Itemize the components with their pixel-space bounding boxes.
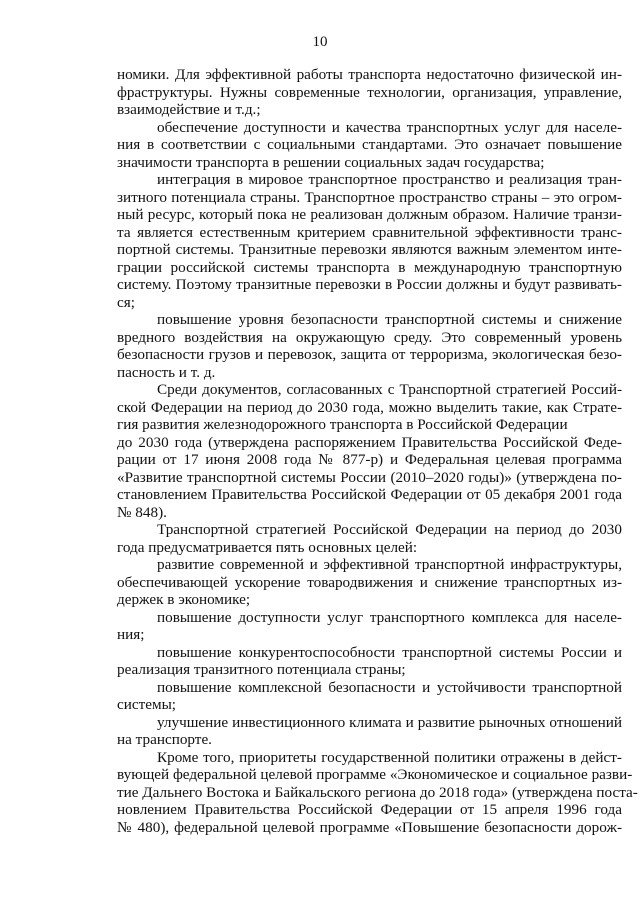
text-line: обеспечение доступности и качества транспортных услуг для населе- <box>157 118 622 136</box>
text-line: ния; <box>117 626 145 643</box>
text-line: повышение конкурентоспособности транспортной системы России и <box>157 643 622 661</box>
text-line: грации российской системы транспорта в международную транспортную <box>117 258 622 276</box>
text-line: Кроме того, приоритеты государственной политики отражены в дейст- <box>157 748 622 766</box>
text-line: та является естественным критерием сравнительной эффективности транс- <box>117 223 622 241</box>
text-line: «Развитие транспортной системы России (2010–2020 годы)» (утверждена по- <box>117 468 622 486</box>
text-line: номики. Для эффективной работы транспорта недостаточно физической ин- <box>117 66 622 83</box>
text-line: держек в экономике; <box>117 591 251 608</box>
text-line: рации от 17 июня 2008 года № 877-р) и Федеральная целевая программа <box>117 451 622 468</box>
text-line: повышение доступности услуг транспортного комплекса для населе- <box>157 608 622 626</box>
text-line: Транспортной стратегией Российской Федерации на период до 2030 <box>157 521 622 538</box>
text-line: до 2030 года (утверждена распоряжением Правительства Российской Феде- <box>117 433 622 451</box>
text-line: гия развития железнодорожного транспорта в Российской Федерации <box>117 416 568 433</box>
body-text <box>117 66 638 836</box>
text-line: № 848). <box>117 503 167 521</box>
text-line: улучшение инвестиционного климата и развитие рыночных отношений <box>157 713 622 731</box>
text-line: ния в соответствии с социальными стандартами. Это означает повышение <box>117 136 622 153</box>
page-number: 10 <box>312 34 328 50</box>
text-line: ся; <box>117 293 135 311</box>
text-line: значимости транспорта в решении социальных задач государства; <box>117 153 545 171</box>
text-line: развитие современной и эффективной транспортной инфраструктуры, <box>157 556 622 573</box>
text-line: системы; <box>117 696 177 713</box>
text-line: ской Федерации на период до 2030 года, можно выделить такие, как Страте- <box>117 398 622 416</box>
text-line: ный ресурс, который пока не реализован должным образом. Наличие транзи- <box>117 206 622 223</box>
text-line: тие Дальнего Востока и Байкальского региона до 2018 года» (утверждена поста- <box>117 783 638 801</box>
text-line: повышение комплексной безопасности и устойчивости транспортной <box>157 678 622 696</box>
text-line: становлением Правительства Российской Федерации от 05 декабря 2001 года <box>117 486 622 503</box>
text-line: новлением Правительства Российской Федерации от 15 апреля 1996 года <box>117 801 622 818</box>
text-line: вующей федеральной целевой программе «Экономическое и социальное разви- <box>117 766 633 783</box>
text-line: взаимодействие и т.д.; <box>117 101 261 118</box>
text-line: портной системы. Транзитные перевозки являются важным элементом инте- <box>117 241 622 258</box>
text-line: Среди документов, согласованных с Транспортной стратегией Россий- <box>157 381 622 398</box>
text-line: обеспечивающей ускорение товародвижения и снижение транспортных из- <box>117 573 622 591</box>
text-line: повышение уровня безопасности транспортной системы и снижение <box>157 311 622 328</box>
text-line: пасность и т. д. <box>117 363 216 381</box>
text-line: интеграция в мировое транспортное пространство и реализация тран- <box>157 171 622 188</box>
text-line: фраструктуры. Нужны современные технологии, организация, управление, <box>117 83 622 101</box>
text-line: на транспорте. <box>117 731 212 748</box>
text-line: вредного воздействия на окружающую среду. Это современный уровень <box>117 328 622 346</box>
text-line: реализация транзитного потенциала страны; <box>117 661 406 678</box>
text-line: года предусматривается пять основных целей: <box>117 538 418 556</box>
text-line: зитного потенциала страны. Транспортное пространство страны – это огром- <box>117 188 622 206</box>
text-line: систему. Поэтому транзитные перевозки в России должны и будут развивать- <box>117 276 622 293</box>
text-line: № 480), федеральной целевой программе «Повышение безопасности дорож- <box>117 818 622 836</box>
text-line: безопасности грузов и перевозок, защита от терроризма, экологическая безо- <box>117 346 622 363</box>
